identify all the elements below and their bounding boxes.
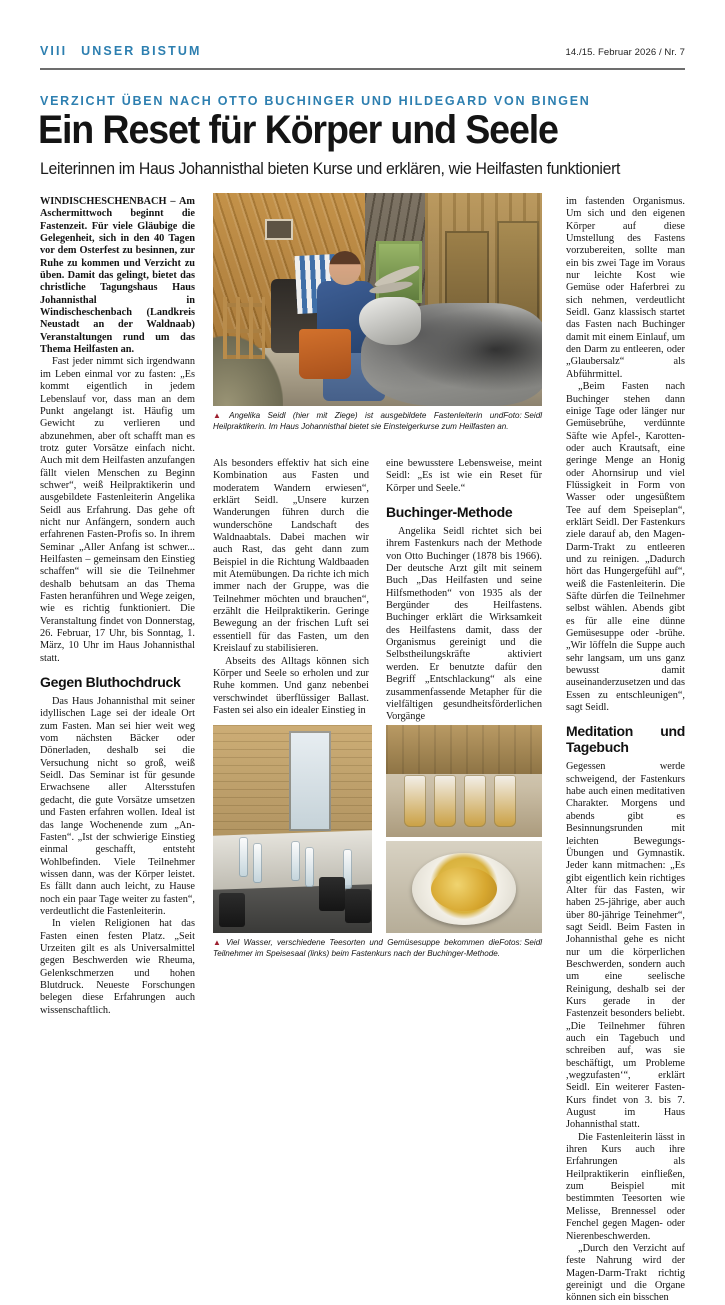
section-name: UNSER BISTUM	[81, 44, 202, 58]
masthead-rule	[40, 68, 685, 70]
photo-caption-1	[213, 410, 542, 432]
person-head	[329, 251, 361, 285]
article-kicker: VERZICHT ÜBEN NACH OTTO BUCHINGER UND HILDEGARD VON BINGEN	[40, 94, 591, 108]
tea-glass	[464, 775, 486, 827]
paragraph: „Beim Fasten nach Buchinger stehen dann einige Tage oder länger nur Gemüsebrühe, verdünnte Säfte wie Apfel-, Karotten- oder auch Krautsaft, eine geringe Menge an Honig oder Ahornsirup und viel Flüssigkeit in Form von Wasser oder ungesüßtem Tee auf dem Speiseplan“, erklärt Seidl. Der Fastenkurs ziele darauf ab, den Magen-Darm-Trakt zu entleeren und zu reinigen. „Dadurch hört das Hungergefühl auf“, weiß die Fastenleiterin. Die Säfte dürfen die Teilnehmer selbst wählen. Abends gibt es für alle eine dünne Gemüsesuppe oder -brühe. „Wir löffeln die Suppe auch sehr langsam, um uns ganz bewusst damit auseinanderzusetzen und das Essen zu entschleunigen“, sagt Seidl.	[566, 381, 685, 714]
paragraph: Abseits des Alltags können sich Körper und Seele so erholen und zur Ruhe kommen. Und ganz nebenbei verschwindet überflüssiger Ballast. Fasten sei also ein idealer Einstieg in	[213, 655, 369, 716]
article-headline: Ein Reset für Körper und Seele	[38, 108, 558, 152]
caption-triangle-icon: ▲	[213, 411, 227, 420]
wooden-shelf	[386, 725, 542, 774]
dining-hall-window	[289, 731, 330, 831]
photo-tea-glasses	[386, 725, 542, 837]
goat-head	[359, 297, 421, 345]
wall-sign	[265, 219, 293, 240]
chair	[345, 889, 371, 923]
paragraph: Fast jeder nimmt sich irgendwann im Leben einmal vor zu fasten: „Es kommt eigentlich in jedem Lebenslauf vor, dass man an dem Punkt angelangt ist. Häufig um Gewicht zu verlieren und abzunehmen, aber oft schafft man es trotz guter Vorsätze einfach nicht. Auch mit dem Heilfasten anzufangen fällt vielen Menschen zu Beginn schwer“, weiß Heilpraktikerin und ausgebildete Fastenleiterin Angelika Seidl aus Erfahrung. Das gehe oft nicht nur Anfängern, sondern auch erfahrenen Fasten-Profis so. In ihrem Seminar „Aller Anfang ist schwer... Heilfasten – gemeinsam den Einstieg schaffen“ will sie die Teilnehmer deshalb behutsam an das Thema Fasten heranführen und Wege zeigen, wie es richtig funktioniert. Die Veranstaltung findet von Donnerstag, 26. Februar, 17 Uhr, bis Sonntag, 1. März, 10 Uhr im Haus Johannisthal statt.	[40, 356, 195, 664]
lead-paragraph: WINDISCHESCHENBACH – Am Aschermittwoch beginnt die Fastenzeit. Für viele Gläubige die Gelegenheit, sich in den 40 Tagen vor dem Osterfest zu besinnen, zur Ruhe zu kommen und Verzicht zu üben. Damit das gelingt, bietet das christliche Tagungshaus Haus Johannisthal in Windischeschenbach (Landkreis Neustadt an der Waldnaab) Veranstaltungen rund um das Thema Heilfasten an.	[40, 196, 195, 356]
caption-triangle-icon: ▲	[213, 938, 223, 947]
photo-caption-2	[213, 937, 542, 959]
photo-dining-hall	[213, 725, 372, 933]
caption-text-1: Angelika Seidl (hier mit Ziege) ist ausgebildete Fastenleiterin und Heilpraktikerin. Im Haus Johannisthal bietet sie Einsteigerkurse zum Heilfasten an.	[213, 411, 509, 432]
page-folio: VIII	[40, 44, 68, 58]
water-bottle	[253, 843, 262, 883]
photo-credit-2: Fotos: Seidl	[499, 938, 542, 947]
section-subheading-bluthochdruck: Gegen Bluthochdruck	[40, 674, 181, 691]
masthead-section	[40, 44, 202, 58]
masthead	[40, 44, 685, 64]
paragraph: In vielen Religionen hat das Fasten einen festen Platz. „Seit Urzeiten gilt es als Universalmittel gegen Beschwerden wie Rheuma, Gelenkschmerzen und hohen Blutdruck. Neueste Forschungen belegen diese Erfahrungen auch wissenschaftlich.	[40, 918, 195, 1016]
paragraph: „Durch den Verzicht auf feste Nahrung wird der Magen-Darm-Trakt richtig gereinigt und die Organe können sich ein bisschen	[566, 1242, 685, 1304]
small-fence	[223, 297, 265, 359]
text-column-1	[40, 196, 195, 1017]
tea-glass	[404, 775, 426, 827]
photo-vegetable-soup	[386, 841, 542, 933]
paragraph: Die Fastenleiterin lässt in ihren Kurs auch ihre Erfahrungen als Heilpraktikerin einfließen, zum Beispiel mit bestimmten Teesorten wie Melisse, Brennessel oder Fenchel gegen Magen- oder Nierenbeschwerden.	[566, 1131, 685, 1242]
section-subheading-buchinger: Buchinger-Methode	[386, 504, 513, 521]
article-subheadline: Leiterinnen im Haus Johannisthal bieten Kurse und erklären, wie Heilfasten funktioniert	[40, 160, 621, 178]
water-bottle	[239, 837, 248, 877]
caption-text-2: Viel Wasser, verschiedene Teesorten und Gemüsesuppe bekommen die Teilnehmer im Speisesaal (links) beim Fastenkurs nach der Buchinger-Methode.	[213, 938, 501, 959]
paragraph: Das Haus Johannisthal mit seiner idyllischen Lage sei der ideale Ort zum Fasten. Man sei hier weit weg vom nächsten Bäcker oder Dönerladen, deshalb sei die Versuchung nicht so groß, weiß Seidl. Das Seminar ist für gesunde Erwachsene aller Altersstufen gedacht, die gute Vorsätze umsetzen und Fasten erfahren wollen. Ideal ist das lange Wochenende zum „An-Fasten“. „Ist der schwierige Einstieg einmal geschafft, entsteht Wohlbefinden. Viele Teilnehmer wissen dann, was der Körper leistet. Es fällt dann auch leicht, zu Hause noch ein paar Tage weiter zu fasten“, verdeutlicht die Fastenleiterin.	[40, 696, 195, 917]
water-bottle	[305, 847, 314, 887]
section-subheading-meditation: Meditation und Tagebuch	[566, 723, 685, 756]
tea-glass	[494, 775, 516, 827]
water-bottle	[291, 841, 300, 881]
chair	[319, 877, 345, 911]
soup-bowl	[412, 853, 516, 925]
paragraph: im fastenden Organismus. Um sich und den eigenen Körper auf diese Umstellung des Fastens vorzubereiten, sollte man ein bis zwei Tage im Voraus nur leichte Kost wie Gemüse oder Haferbrei zu sich nehmen, verdeutlicht Seidl. Ganz klassisch startet das Fasten nach Buchinger damit mit einem Einlauf, um den Darm zu entleeren, oder „Glaubersalz“ als Abführmittel.	[566, 196, 685, 380]
orange-bag	[299, 329, 351, 379]
text-column-3	[386, 458, 542, 724]
text-column-4	[566, 196, 685, 1305]
paragraph: Gegessen werde schweigend, der Fastenkurs habe auch einen meditativen Charakter. Morgens und abends gibt es Besinnungsrunden mit leichten Bewegungs-Übungen und Gymnastik. Jeder kann mitmachen: „Es gibt eigentlich kein richtiges Alter für das Fasten, wir haben 25-jährige, aber auch über 80-jährige Teinehmer“, sagt Seidl. Beim Fasten in Johannisthal gehe es nicht nur um die körperlichen Beschwerden, sondern auch um eine seelische Reinigung, deshalb sei der Kurs gerade in der Fastenzeit besonders beliebt. „Die Teilnehmer führen auch ein Tagebuch und schreiben auf, was sie beschäftigt, um Probleme ,wegzufasten‘“, erklärt Seidl. Ein weiterer Fasten-Kurs findet von 3. bis 7. August im Haus Johannisthal statt.	[566, 761, 685, 1131]
paragraph: Als besonders effektiv hat sich eine Kombination aus Fasten und moderatem Wandern erwiesen“, erklärt Seidl. „Unsere kurzen Wanderungen führen durch die wunderschöne Landschaft des Waldnaabtals. Dabei machen wir auch Rast, das geht dann zum Beispiel in die Richtung Waldbaaden mit Atemübungen. Da richte ich mich immer nach der Gruppe, was die Teilnehmer möchten und brauchen“, erzählt die Heilpraktikerin. Geringe Bewegung an der frischen Luft sei essentiell für das Fasten, um den Kreislauf zu stabilisieren.	[213, 458, 369, 655]
paragraph: eine bewusstere Lebensweise, meint Seidl: „Es ist wie ein Reset für Körper und Seele.“	[386, 458, 542, 494]
text-column-2	[213, 458, 369, 717]
photo-credit-1: Foto: Seidl	[503, 411, 542, 420]
photo-angelika-seidl-with-goat	[213, 193, 542, 406]
tea-glass	[434, 775, 456, 827]
chair	[219, 893, 245, 927]
paragraph: Angelika Seidl richtet sich bei ihrem Fastenkurs nach der Methode von Otto Buchinger (1878 bis 1966). Der deutsche Arzt gilt mit seinem Buch „Das Heilfasten und seine Hilfsmethoden“ von 1935 als der Bergünder des Heilfastens. Buchinger erklärt die Wirksamkeit des Heilfastens damit, dass der Organismus gereinigt und die Selbstheilungskräfte aktiviert werden. Er benutzte dafür den Begriff „Entschlackung“ als eine zusammenfassende Metapher für die vielfältigen gesundheitsförderlichen Vorgänge	[386, 526, 542, 723]
issue-date: 14./15. Februar 2026 / Nr. 7	[565, 47, 685, 58]
